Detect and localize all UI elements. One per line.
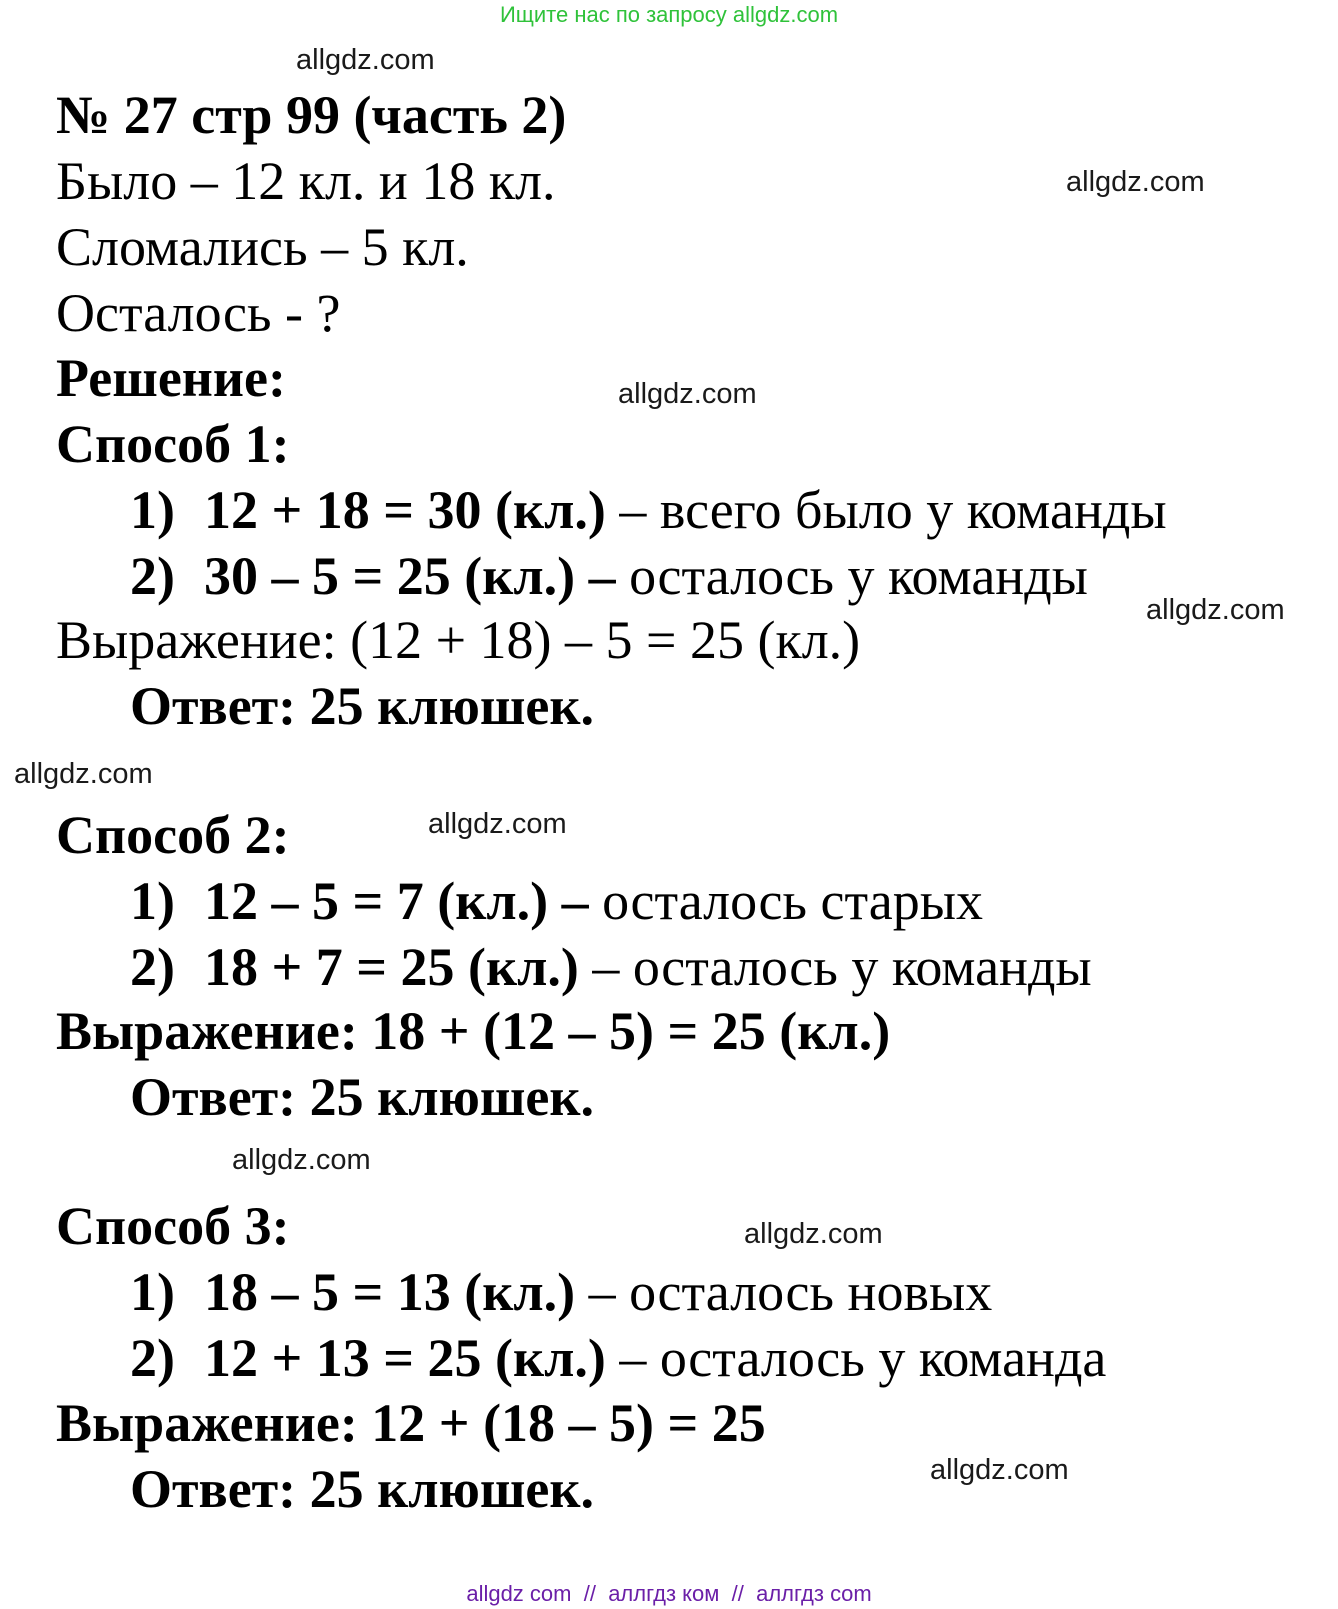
given-broke: Сломались – 5 кл. (56, 217, 469, 277)
step-description: осталось у команды (615, 546, 1088, 606)
step-expression: 18 – 5 = 13 (кл.) (204, 1262, 576, 1322)
method3-step2 (130, 1328, 1107, 1388)
step-expression: 30 – 5 = 25 (кл.) – (204, 546, 616, 606)
step-expression: 12 – 5 = 7 (кл.) – (204, 871, 589, 931)
watermark: allgdz.com (296, 44, 435, 76)
step-expression: 12 + 13 = 25 (кл.) (204, 1328, 606, 1388)
method1-label: Способ 1: (56, 414, 290, 474)
step-number: 2) (130, 1328, 175, 1388)
step-description: осталось старых (588, 871, 984, 931)
footer-link[interactable]: allgdz com (466, 1581, 572, 1606)
method3-answer: Ответ: 25 клюшек. (130, 1459, 595, 1519)
method3-step1 (130, 1262, 993, 1322)
footer-separator: // (583, 1581, 596, 1606)
step-description: – осталось у команды (578, 937, 1092, 997)
step-number: 2) (130, 937, 175, 997)
watermark: allgdz.com (14, 758, 153, 790)
method3-label: Способ 3: (56, 1196, 290, 1256)
step-description: – осталось у команда (605, 1328, 1107, 1388)
given-left: Осталось - ? (56, 283, 341, 343)
method3-expression: Выражение: 12 + (18 – 5) = 25 (56, 1393, 766, 1453)
given-was: Было – 12 кл. и 18 кл. (56, 151, 556, 211)
method1-expression: Выражение: (12 + 18) – 5 = 25 (кл.) (56, 610, 861, 670)
method2-expression: Выражение: 18 + (12 – 5) = 25 (кл.) (56, 1001, 891, 1061)
watermark: allgdz.com (428, 808, 567, 840)
top-banner: Ищите нас по запросу allgdz.com (499, 2, 839, 27)
step-expression: 12 + 18 = 30 (кл.) (204, 480, 606, 540)
method1-answer: Ответ: 25 клюшек. (130, 676, 595, 736)
watermark: allgdz.com (1066, 166, 1205, 198)
method2-step2 (130, 937, 1092, 997)
footer (0, 1583, 1338, 1605)
method1-step1 (130, 480, 1167, 540)
footer-link[interactable]: аллгдз ком (608, 1581, 720, 1606)
step-number: 2) (130, 546, 175, 606)
step-description: – осталось новых (575, 1262, 993, 1322)
footer-separator: // (731, 1581, 744, 1606)
step-number: 1) (130, 871, 175, 931)
watermark: allgdz.com (232, 1144, 371, 1176)
method2-step1 (130, 871, 984, 931)
method1-step2 (130, 546, 1088, 606)
watermark: allgdz.com (744, 1218, 883, 1250)
step-expression: 18 + 7 = 25 (кл.) (204, 937, 579, 997)
step-description: – всего было у команды (605, 480, 1167, 540)
watermark: allgdz.com (1146, 594, 1285, 626)
step-number: 1) (130, 480, 175, 540)
footer-link[interactable]: аллгдз com (756, 1581, 872, 1606)
watermark: allgdz.com (930, 1454, 1069, 1486)
page-title: № 27 стр 99 (часть 2) (56, 85, 567, 145)
watermark: allgdz.com (618, 378, 757, 410)
method2-answer: Ответ: 25 клюшек. (130, 1067, 595, 1127)
method2-label: Способ 2: (56, 805, 290, 865)
solution-label: Решение: (56, 348, 286, 408)
step-number: 1) (130, 1262, 175, 1322)
